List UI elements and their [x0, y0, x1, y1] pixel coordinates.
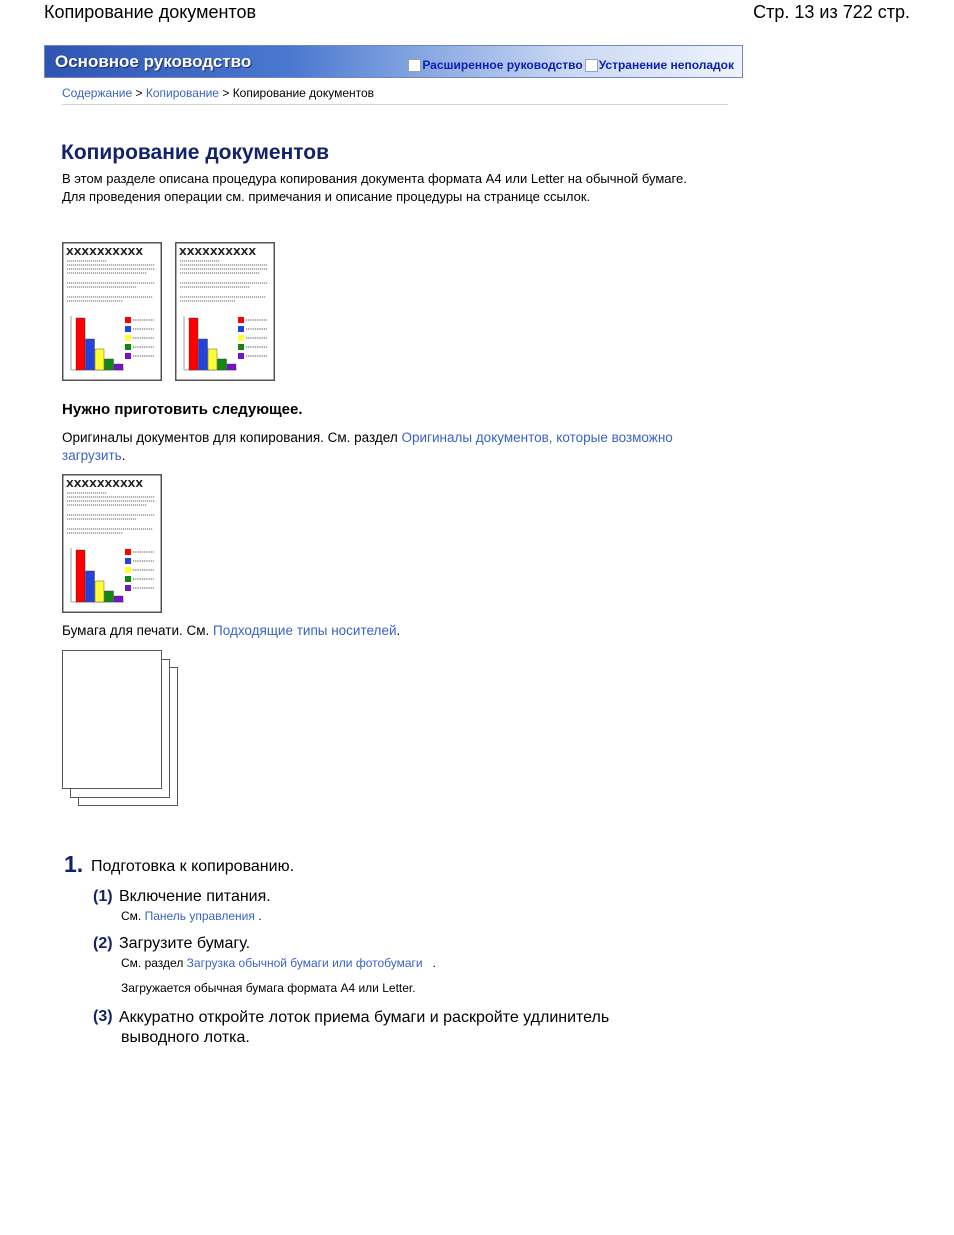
chart-bar [114, 596, 123, 602]
breadcrumb-current: Копирование документов [232, 86, 375, 100]
advanced-guide-icon [408, 59, 421, 72]
paper-text: Бумага для печати. См. [62, 623, 214, 638]
legend-swatch [125, 353, 131, 359]
legend-swatch [125, 576, 131, 582]
substep-2-text: Загрузите бумагу. [119, 935, 251, 952]
document-heading-mark: XXXXXXXXXX [66, 479, 144, 490]
copied-document-image [175, 242, 275, 381]
legend-swatch [238, 335, 244, 341]
breadcrumb-contents-link[interactable]: Содержание [62, 86, 133, 100]
chart-bar [86, 339, 95, 370]
legend-swatch [238, 317, 244, 323]
chart-bar [227, 364, 236, 370]
chart-bar [105, 359, 114, 370]
legend-swatch [125, 335, 131, 341]
substep-3-line-2: выводного лотка. [121, 1029, 250, 1046]
breadcrumb-copying-link[interactable]: Копирование [145, 86, 219, 100]
originals-paragraph [62, 429, 722, 465]
intro-text [62, 170, 712, 205]
originals-document-image [62, 474, 162, 613]
legend-swatch [125, 549, 131, 555]
originals-end: . [121, 448, 126, 463]
substep-2-note-2: Загружается обычная бумага формата A4 или Letter. [121, 981, 416, 995]
legend-swatch [125, 344, 131, 350]
substep-2-number: (2) [93, 935, 113, 952]
originals-link[interactable]: Оригиналы документов, которые возможно загрузить [62, 430, 673, 463]
document-heading-mark: XXXXXXXXXX [66, 247, 144, 258]
chart-bar [76, 318, 85, 370]
note-end: . [258, 909, 262, 923]
paper-stack-image [62, 650, 180, 808]
document-thumbnail-icon [175, 242, 275, 381]
media-types-link[interactable]: Подходящие типы носителей [213, 623, 397, 638]
note-prefix: См. раздел [121, 956, 187, 970]
chart-bar [86, 571, 95, 602]
original-document-image [62, 242, 162, 381]
chart-bar [208, 349, 217, 370]
substep-3-line-1: Аккуратно откройте лоток приема бумаги и раскройте удлинитель [119, 1009, 610, 1026]
document-title: Копирование документов [44, 2, 257, 22]
document-heading-mark: XXXXXXXXXX [179, 247, 257, 258]
legend-swatch [125, 317, 131, 323]
troubleshooting-link[interactable]: Устранение неполадок [598, 58, 734, 72]
substep-3-number: (3) [93, 1008, 113, 1025]
paper-paragraph [62, 622, 722, 640]
paper-sheet [62, 650, 162, 789]
chart-bar [189, 318, 198, 370]
guide-banner [44, 45, 743, 78]
chart-bar [76, 550, 85, 602]
control-panel-link[interactable]: Панель управления [144, 909, 255, 923]
step-1-text: Подготовка к копированию. [91, 858, 295, 875]
breadcrumb-separator: > [135, 86, 143, 100]
document-thumbnail-icon [62, 474, 162, 613]
page-title: Копирование документов [61, 141, 330, 164]
substep-1-note [121, 909, 262, 923]
substep-1-text: Включение питания. [119, 888, 271, 905]
legend-swatch [238, 353, 244, 359]
chart-bar [199, 339, 208, 370]
step-1-number: 1. [64, 851, 84, 877]
breadcrumb [62, 86, 728, 105]
legend-swatch [125, 585, 131, 591]
legend-swatch [125, 558, 131, 564]
legend-swatch [125, 567, 131, 573]
legend-swatch [125, 326, 131, 332]
banner-links [408, 58, 734, 72]
intro-line-1: В этом разделе описана процедура копирования документа формата A4 или Letter на обычной бумаге. [62, 171, 687, 186]
substep-3-text [119, 1008, 609, 1048]
prepare-heading: Нужно приготовить следующее. [62, 401, 303, 418]
note-end: . [432, 956, 436, 970]
legend-swatch [238, 344, 244, 350]
banner-title: Основное руководство [55, 52, 252, 71]
chart-bar [95, 581, 104, 602]
troubleshooting-icon [585, 59, 598, 72]
breadcrumb-separator: > [222, 86, 230, 100]
page-counter: Стр. 13 из 722 стр. [753, 2, 910, 22]
advanced-guide-link[interactable]: Расширенное руководство [422, 58, 583, 72]
chart-bar [105, 591, 114, 602]
document-thumbnail-icon [62, 242, 162, 381]
chart-bar [114, 364, 123, 370]
originals-text: Оригиналы документов для копирования. См. раздел [62, 430, 402, 445]
chart-bar [95, 349, 104, 370]
intro-line-2: Для проведения операции см. примечания и описание процедуры на странице ссылок. [62, 188, 591, 204]
substep-2-note [121, 956, 436, 970]
loading-paper-link[interactable]: Загрузка обычной бумаги или фотобумаги [186, 956, 423, 970]
legend-swatch [238, 326, 244, 332]
note-prefix: См. [121, 909, 145, 923]
substep-1-number: (1) [93, 888, 113, 905]
chart-bar [218, 359, 227, 370]
paper-end: . [396, 623, 401, 638]
